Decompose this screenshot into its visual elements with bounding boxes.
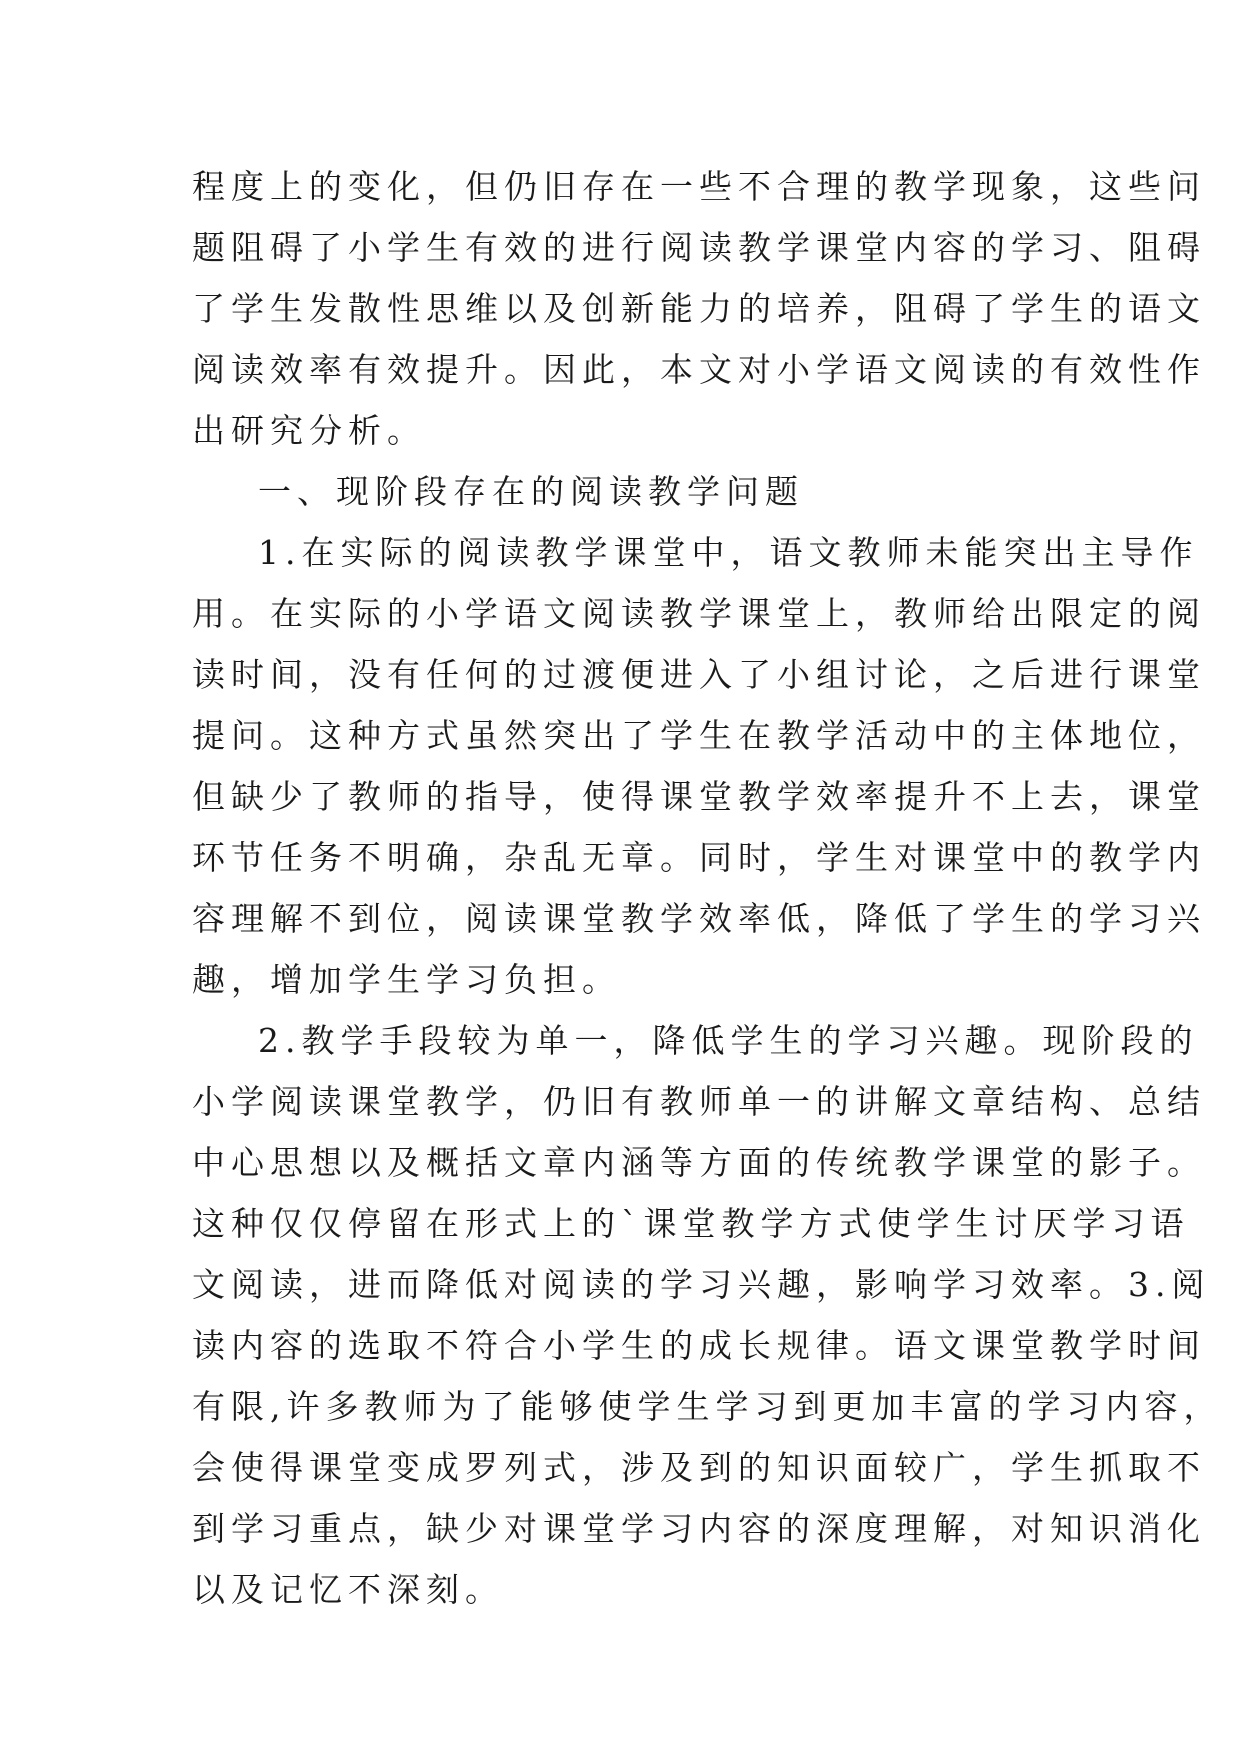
text-line: 以及记忆不深刻。 [192,1570,504,1609]
text-line: 到学习重点，缺少对课堂学习内容的深度理解，对知识消化 [192,1509,1206,1548]
body-text [192,156,1223,1620]
text-line: 提问。这种方式虽然突出了学生在教学活动中的主体地位， [192,716,1206,755]
text-line: 用。在实际的小学语文阅读教学课堂上，教师给出限定的阅 [192,594,1206,633]
text-line: 程度上的变化，但仍旧存在一些不合理的教学现象，这些问 [192,167,1206,206]
text-line: 有限,许多教师为了能够使学生学习到更加丰富的学习内容， [192,1387,1223,1426]
text-line: 但缺少了教师的指导，使得课堂教学效率提升不上去，课堂 [192,777,1206,816]
text-line: 读时间，没有任何的过渡便进入了小组讨论，之后进行课堂 [192,655,1206,694]
text-line: 会使得课堂变成罗列式，涉及到的知识面较广，学生抓取不 [192,1448,1206,1487]
text-line: 读内容的选取不符合小学生的成长规律。语文课堂教学时间 [192,1326,1206,1365]
text-line: 出研究分析。 [192,411,426,450]
text-line: 这种仅仅停留在形式上的`课堂教学方式使学生讨厌学习语 [192,1204,1190,1243]
text-line: 1.在实际的阅读教学课堂中，语文教师未能突出主导作 [258,533,1199,572]
text-line: 2.教学手段较为单一，降低学生的学习兴趣。现阶段的 [258,1021,1199,1060]
text-line: 题阻碍了小学生有效的进行阅读教学课堂内容的学习、阻碍 [192,228,1206,267]
text-line: 小学阅读课堂教学，仍旧有教师单一的讲解文章结构、总结 [192,1082,1206,1121]
text-line: 环节任务不明确，杂乱无章。同时，学生对课堂中的教学内 [192,838,1206,877]
text-line: 趣，增加学生学习负担。 [192,960,621,999]
text-line: 文阅读，进而降低对阅读的学习兴趣，影响学习效率。3.阅 [192,1265,1211,1304]
text-line: 中心思想以及概括文章内涵等方面的传统教学课堂的影子。 [192,1143,1206,1182]
text-line: 容理解不到位，阅读课堂教学效率低，降低了学生的学习兴 [192,899,1206,938]
text-line: 一、现阶段存在的阅读教学问题 [258,472,804,511]
text-line: 了学生发散性思维以及创新能力的培养，阻碍了学生的语文 [192,289,1206,328]
text-line: 阅读效率有效提升。因此，本文对小学语文阅读的有效性作 [192,350,1206,389]
